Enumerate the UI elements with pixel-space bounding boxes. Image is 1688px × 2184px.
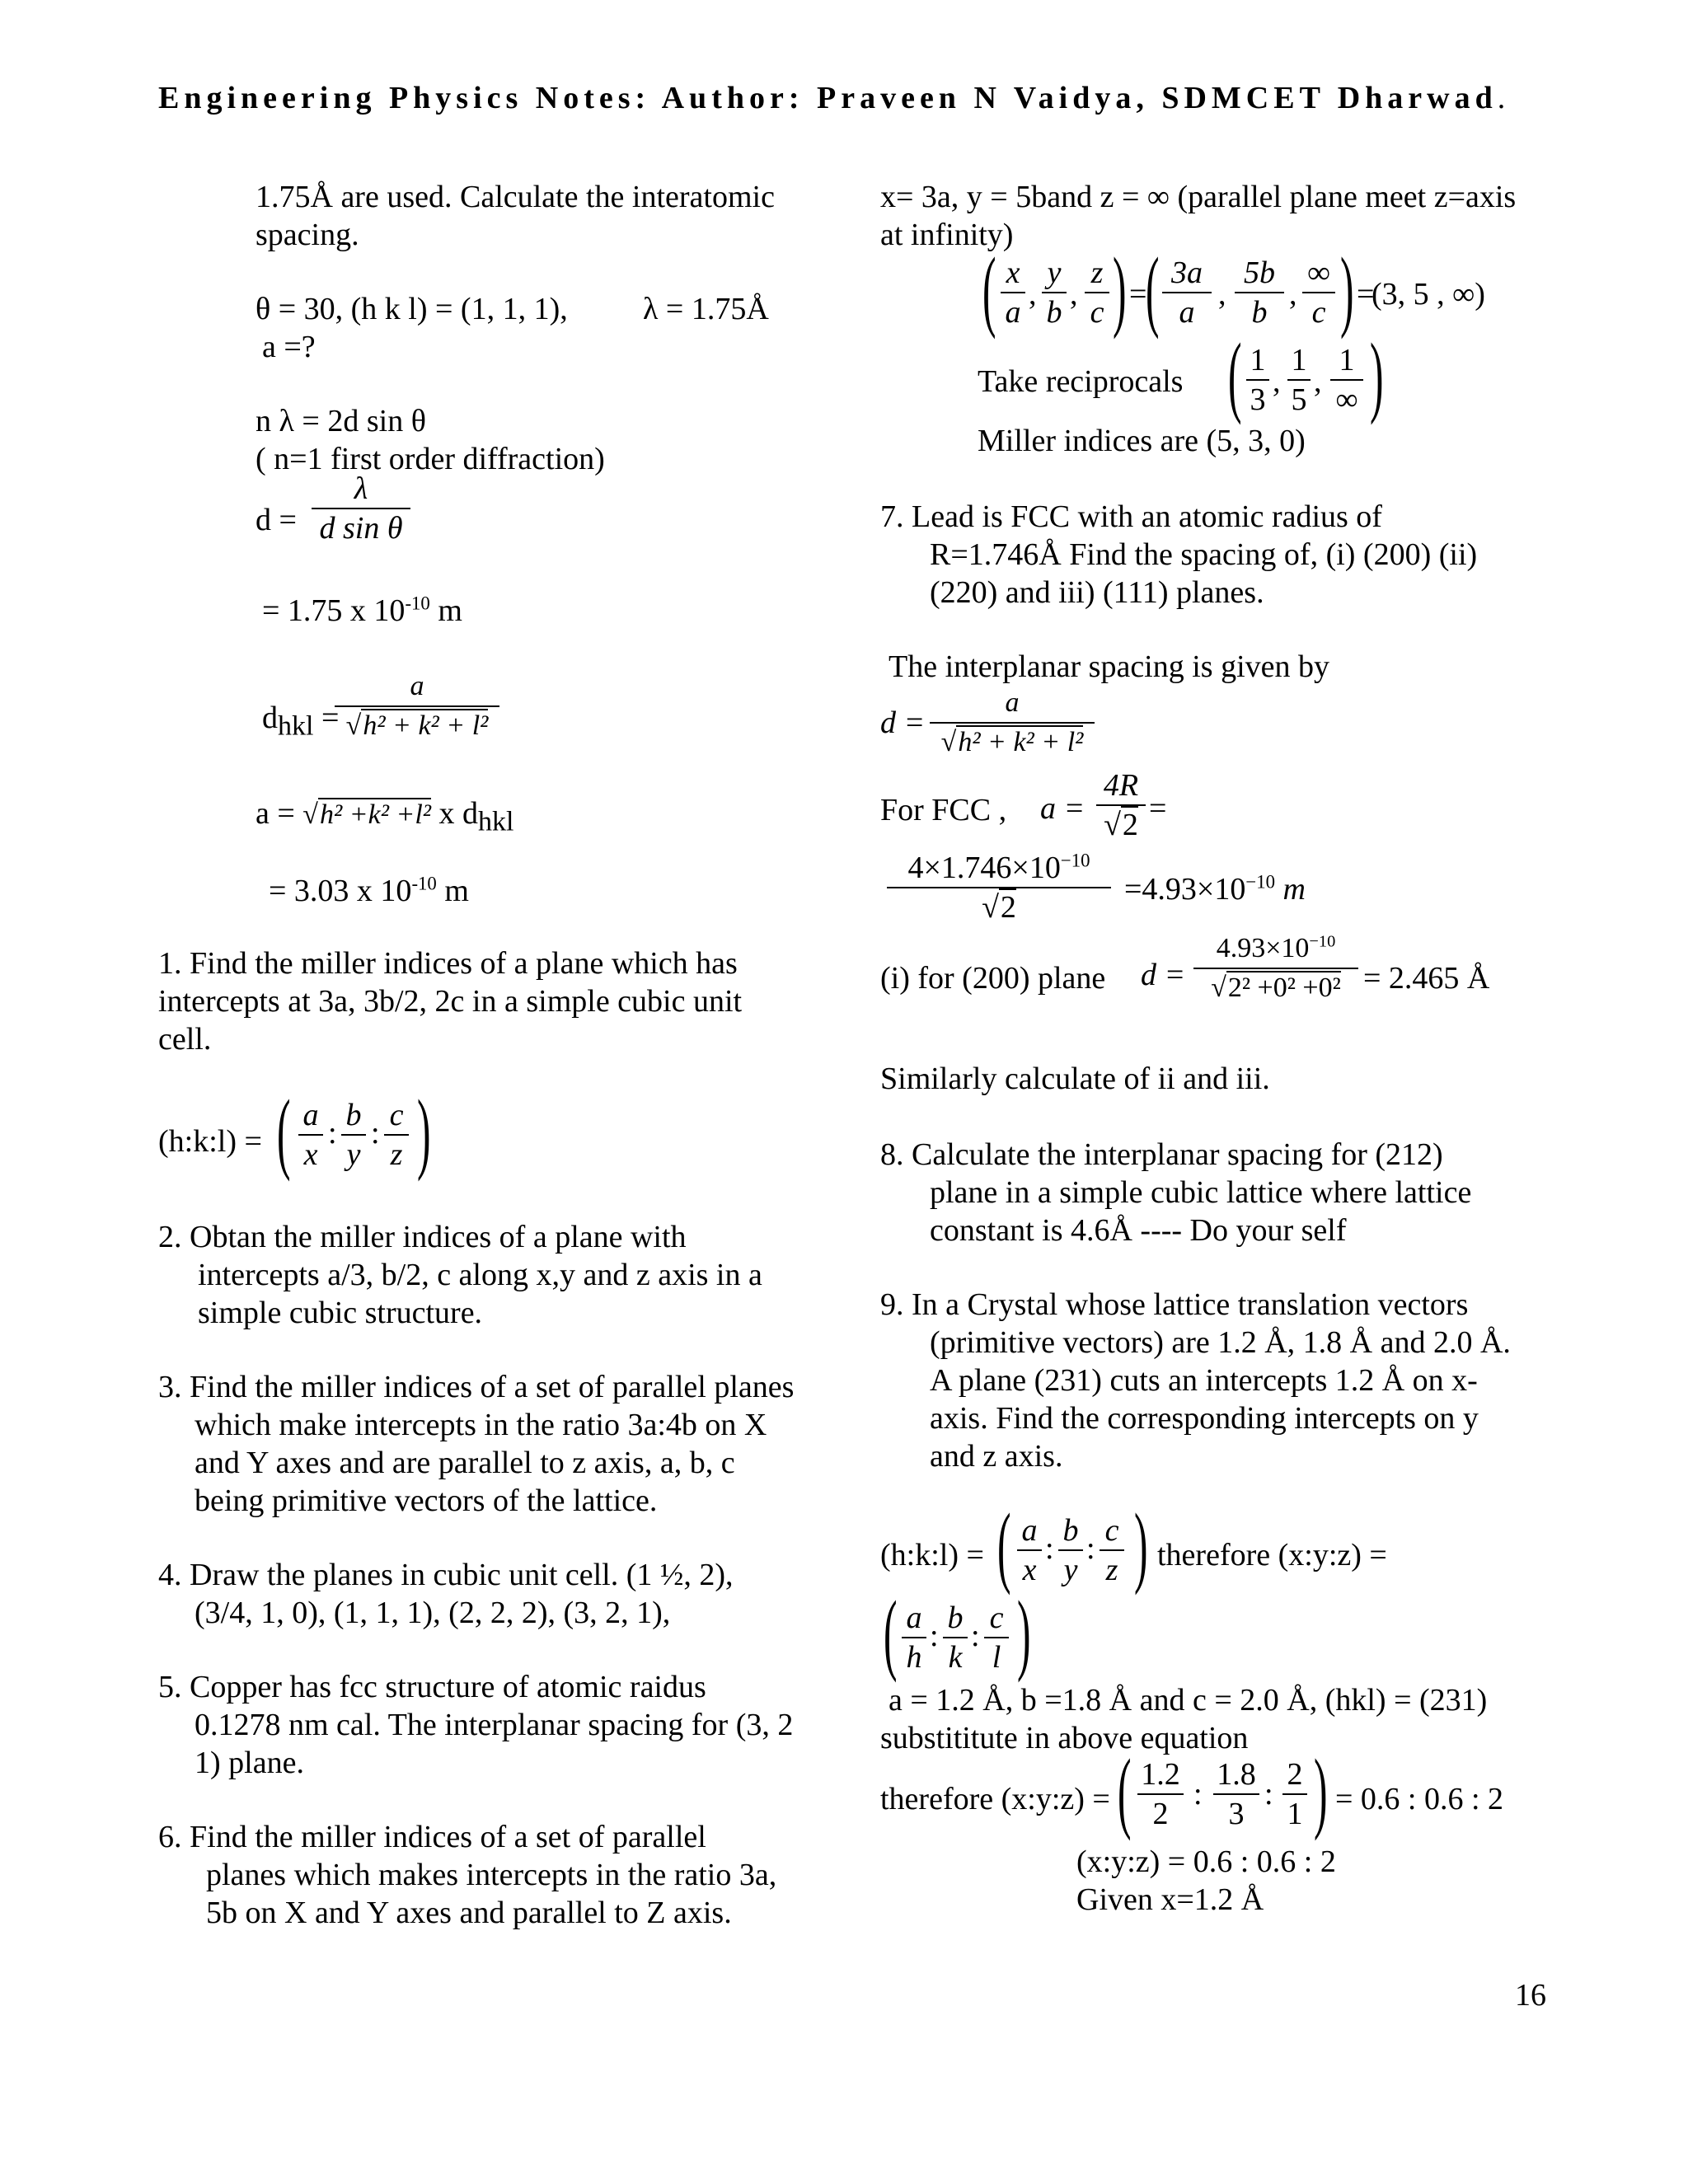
ratio-a-h: a h (902, 1599, 926, 1676)
hkl-ratio-label: (h:k:l) = (158, 1124, 262, 1159)
question-1-line: intercepts at 3a, 3b/2, 2c in a simple cubic unit (158, 984, 743, 1019)
given-theta: θ = 30, (h k l) = (1, 1, 1), (256, 292, 568, 326)
ratio-a-x: a x (298, 1096, 323, 1174)
dhkl-label: $d_{hkl}$ = (262, 701, 340, 742)
left-paren: ( (982, 239, 996, 340)
frac-z-c: z c (1085, 254, 1109, 331)
question-8-line: constant is 4.6Å ---- Do your self (930, 1213, 1347, 1248)
ratio-c-z: c z (1100, 1511, 1124, 1589)
bragg-law: n λ = 2d sin θ (256, 404, 426, 438)
dhkl-fraction: a √h² + k² + l² (335, 668, 499, 745)
first-order-note: ( n=1 first order diffraction) (256, 442, 605, 476)
frac-3a-a: 3a a (1162, 254, 1212, 331)
similarly-note: Similarly calculate of ii and iii. (880, 1062, 1270, 1096)
substitute-note: substititute in above equation (880, 1721, 1249, 1755)
question-8-line: plane in a simple cubic lattice where lattice (930, 1175, 1472, 1210)
ratio-a-x: a x (1017, 1511, 1042, 1589)
equals: = (1129, 277, 1147, 312)
colon: : (971, 1619, 980, 1653)
fcc-fraction: 4R √2 (1096, 766, 1146, 844)
comma: , (1070, 277, 1078, 312)
right-paren: ) (1370, 325, 1384, 425)
colon: : (1264, 1777, 1273, 1811)
colon: : (328, 1116, 337, 1151)
question-5-line: 1) plane. (195, 1746, 304, 1780)
ratio-b-y: b y (341, 1096, 366, 1174)
a-value: = 3.03 x $10^{-10}$ m (269, 873, 469, 908)
colon: : (1045, 1531, 1054, 1566)
d-fraction: λ d sin θ (312, 470, 410, 547)
right-paren: ) (1340, 239, 1354, 340)
question-3-line: and Y axes and are parallel to z axis, a, b, c (195, 1446, 735, 1480)
colon: : (1193, 1777, 1203, 1811)
question-9-line: axis. Find the corresponding intercepts on y (930, 1401, 1479, 1436)
therefore-xyz: therefore (x:y:z) = (1157, 1538, 1387, 1572)
plane-200-label: (i) for (200) plane (880, 961, 1106, 996)
ratio-2-1: 2 1 (1282, 1755, 1307, 1833)
plane-200-fraction: $4.93\times 10^{-10}$ √2² +0² +0² (1193, 930, 1358, 1007)
comma: , (1218, 277, 1226, 312)
question-6-line: planes which makes intercepts in the ratio 3a, (206, 1858, 777, 1892)
question-4-line: (3/4, 1, 0), (1, 1, 1), (2, 2, 2), (3, 2, 1), (195, 1596, 671, 1630)
right-paren: ) (417, 1081, 431, 1182)
given-lambda: λ = 1.75Å (643, 292, 769, 326)
question-2-line: intercepts a/3, b/2, c along x,y and z axis in a (198, 1258, 762, 1292)
right-paren: ) (1017, 1582, 1031, 1683)
right-paren: ) (1314, 1741, 1328, 1841)
question-3-line: being primitive vectors of the lattice. (195, 1483, 658, 1518)
frac-inf-c: ∞ c (1302, 254, 1335, 331)
plane-200-result: = 2.465 Å (1363, 961, 1490, 996)
page-header: Engineering Physics Notes: Author: Praveen N Vaidya, SDMCET Dharwad. (158, 81, 1511, 115)
question-3: 3. Find the miller indices of a set of parallel planes (158, 1370, 795, 1404)
intercepts-line: x= 3a, y = 5band z = ∞ (parallel plane meet z=axis (880, 180, 1517, 214)
text-line: spacing. (256, 218, 359, 252)
question-3-line: which make intercepts in the ratio 3a:4b on X (195, 1408, 767, 1442)
question-9-line: and z axis. (930, 1439, 1063, 1474)
fcc-calc-result: $=4.93\times 10^{-10}$ m (1124, 871, 1306, 907)
left-paren: ( (1228, 325, 1242, 425)
question-7-line: (220) and iii) (111) planes. (930, 575, 1264, 610)
fcc-a: a = (1040, 791, 1085, 826)
question-2: 2. Obtan the miller indices of a plane with (158, 1220, 687, 1254)
recip-1-inf: 1 ∞ (1330, 341, 1363, 419)
intercept-result: (3, 5 , ∞) (1372, 277, 1485, 312)
miller-result: Miller indices are (5, 3, 0) (978, 424, 1306, 458)
intercepts-line: at infinity) (880, 218, 1014, 252)
frac-y-b: y b (1042, 254, 1067, 331)
ratio-12-2: 1.2 2 (1137, 1755, 1184, 1833)
question-8: 8. Calculate the interplanar spacing for (212) (880, 1137, 1443, 1172)
d-equation-label: d = (256, 503, 297, 537)
frac-x-a: x a (1001, 254, 1025, 331)
question-6: 6. Find the miller indices of a set of parallel (158, 1820, 706, 1854)
colon: : (1086, 1531, 1095, 1566)
recip-1-3: 1 3 (1246, 341, 1269, 419)
right-paren: ) (1113, 239, 1127, 340)
comma: , (1289, 277, 1297, 312)
colon: : (930, 1619, 939, 1653)
left-paren: ( (1146, 239, 1160, 340)
question-5-line: 0.1278 nm cal. The interplanar spacing for (3, 2 (195, 1708, 794, 1742)
question-7-line: R=1.746Å Find the spacing of, (i) (200) (ii) (930, 537, 1478, 572)
question-1: 1. Find the miller indices of a plane which has (158, 946, 738, 981)
equals: = (1357, 277, 1375, 312)
frac-5b-b: 5b b (1235, 254, 1284, 331)
colon: : (371, 1116, 380, 1151)
comma: , (1314, 364, 1322, 399)
right-paren: ) (1134, 1495, 1148, 1596)
plane-200-d: d = (1141, 958, 1186, 992)
question-4: 4. Draw the planes in cubic unit cell. (1 ½, 2), (158, 1558, 734, 1592)
d-value: = 1.75 x $10^{-10}$ m (262, 593, 462, 628)
left-paren: ( (997, 1495, 1011, 1596)
ratio-result: = 0.6 : 0.6 : 2 (1335, 1782, 1504, 1816)
question-6-line: 5b on X and Y axes and parallel to Z axis. (206, 1896, 732, 1930)
take-reciprocals: Take reciprocals (978, 364, 1184, 399)
question-9-line: (primitive vectors) are 1.2 Å, 1.8 Å and 2.0 Å. (930, 1325, 1511, 1360)
ratio-b-y: b y (1058, 1511, 1083, 1589)
page-number: 16 (1515, 1978, 1546, 2013)
d-label: d = (880, 705, 926, 740)
question-9-line: A plane (231) cuts an intercepts 1.2 Å on x- (930, 1363, 1478, 1398)
fcc-calc-fraction: $4\times 1.746\times 10^{-10}$ √2 (887, 849, 1111, 926)
a-formula: a = √h² +k² +l² x $d_{hkl}$ (256, 796, 514, 837)
given-values: a = 1.2 Å, b =1.8 Å and c = 2.0 Å, (hkl) = (231) (889, 1683, 1488, 1718)
xyz-result: (x:y:z) = 0.6 : 0.6 : 2 (1076, 1844, 1336, 1879)
comma: , (1273, 364, 1281, 399)
ratio-c-l: c l (984, 1599, 1009, 1676)
ratio-c-z: c z (384, 1096, 409, 1174)
d-fraction: a √h² + k² + l² (930, 684, 1095, 762)
left-paren: ( (1118, 1741, 1132, 1841)
interplanar-intro: The interplanar spacing is given by (889, 649, 1330, 684)
unknown-a: a =? (262, 330, 316, 364)
question-1-line: cell. (158, 1022, 212, 1057)
given-x: Given x=1.2 Å (1076, 1882, 1264, 1917)
question-7: 7. Lead is FCC with an atomic radius of (880, 499, 1382, 534)
hkl-ratio-label: (h:k:l) = (880, 1538, 984, 1572)
recip-1-5: 1 5 (1287, 341, 1311, 419)
equals: = (1149, 791, 1167, 826)
ratio-18-3: 1.8 3 (1213, 1755, 1259, 1833)
question-5: 5. Copper has fcc structure of atomic raidus (158, 1670, 706, 1704)
text-line: 1.75Å are used. Calculate the interatomic (256, 180, 775, 214)
fcc-label: For FCC , (880, 793, 1007, 827)
question-9: 9. In a Crystal whose lattice translation vectors (880, 1287, 1469, 1322)
comma: , (1029, 277, 1037, 312)
left-paren: ( (277, 1081, 291, 1182)
left-paren: ( (884, 1582, 898, 1683)
therefore-xyz: therefore (x:y:z) = (880, 1782, 1110, 1816)
ratio-b-k: b k (943, 1599, 968, 1676)
question-2-line: simple cubic structure. (198, 1296, 483, 1330)
